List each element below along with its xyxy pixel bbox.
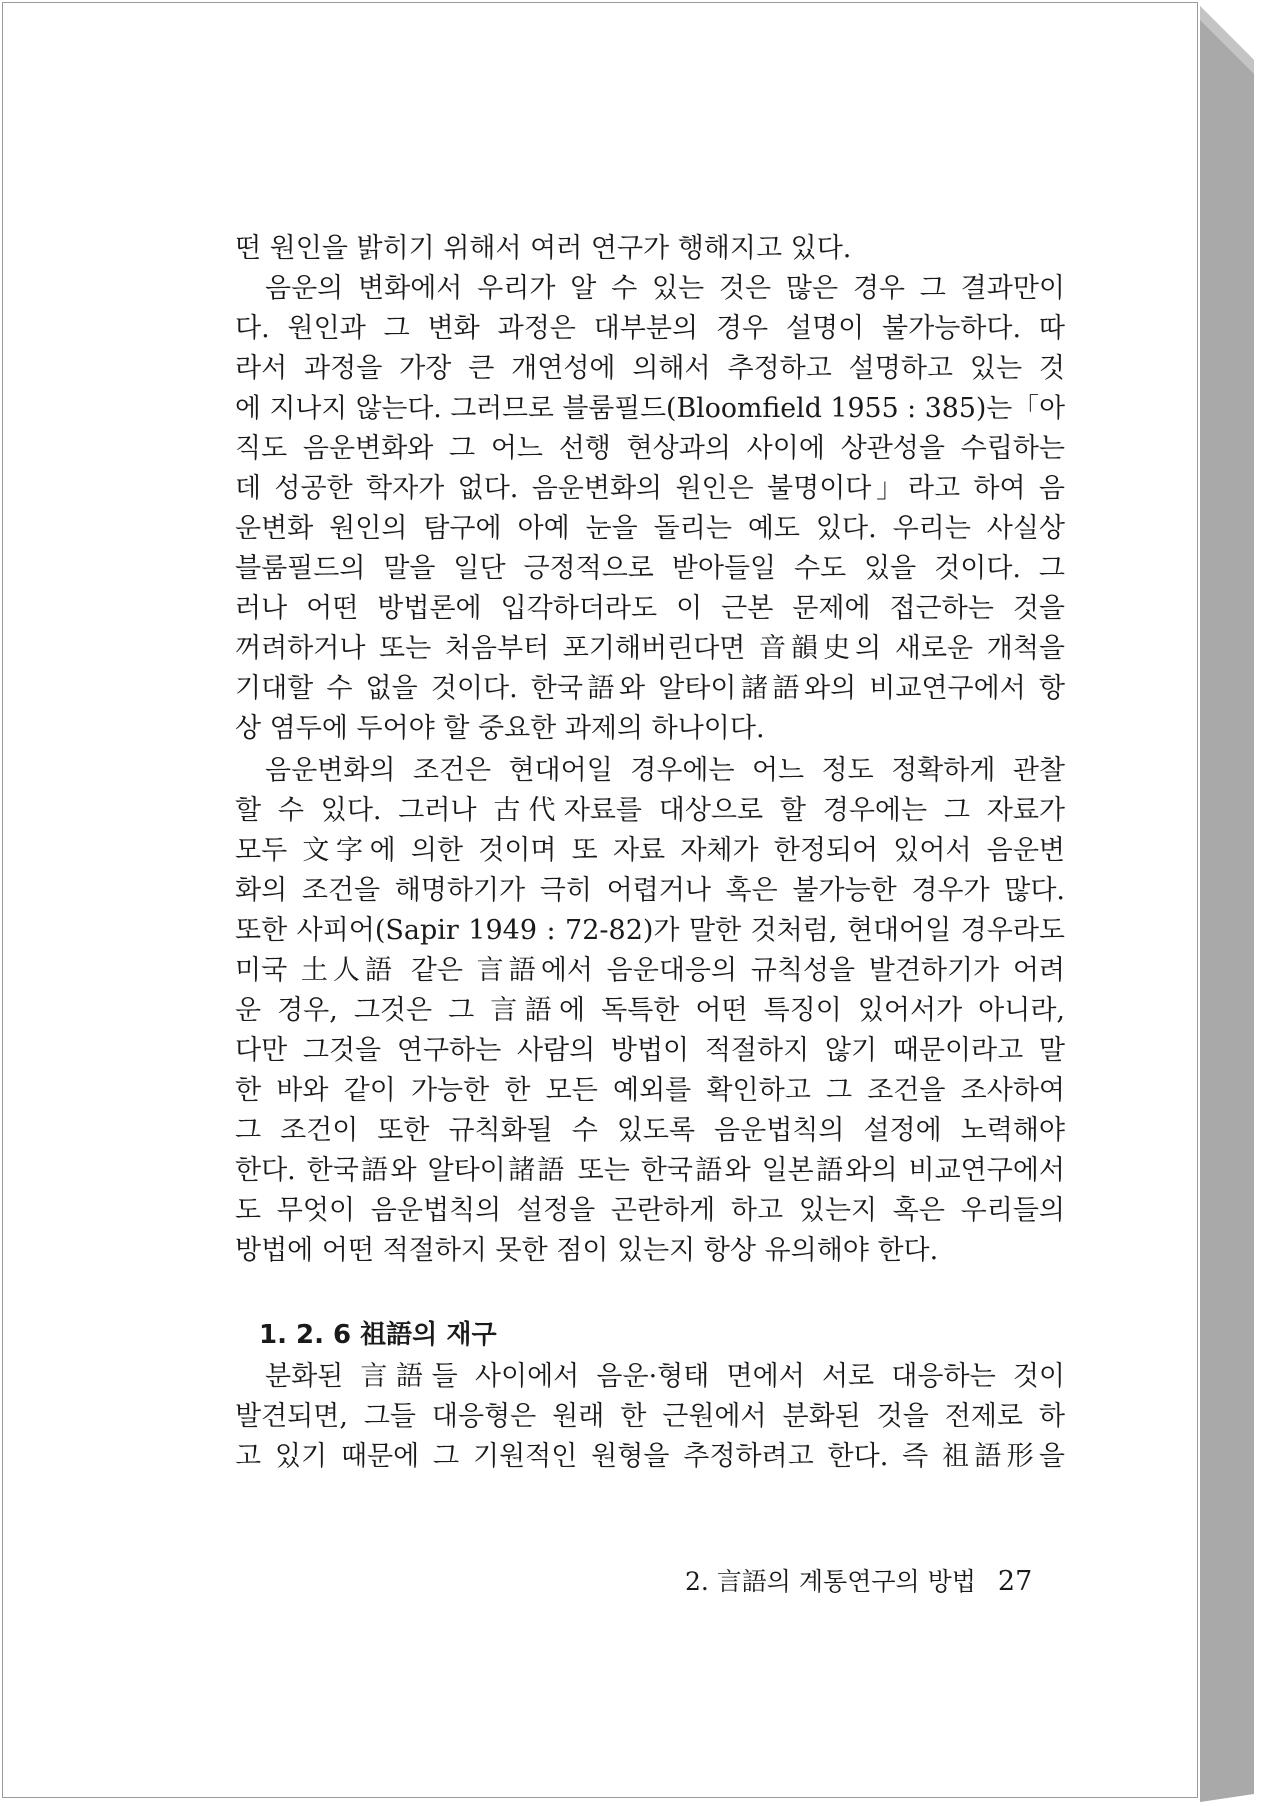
text-line: 떤 원인을 밝히기 위해서 여러 연구가 행해지고 있다. <box>235 233 852 264</box>
text-line: 도 무엇이 음운법칙의 설정을 곤란하게 하고 있는지 혹은 우리들의 <box>235 1195 1065 1226</box>
text-line: 미국 土人語 같은 言語에서 음운대응의 규칙성을 발견하기가 어려 <box>235 955 1065 986</box>
text-line: 할 수 있다. 그러나 古代자료를 대상으로 할 경우에는 그 자료가 <box>235 795 1065 826</box>
text-line: 다만 그것을 연구하는 사람의 방법이 적절하지 않기 때문이라고 말 <box>235 1035 1065 1066</box>
text-line: 기대할 수 없을 것이다. 한국語와 알타이諸語와의 비교연구에서 항 <box>235 673 1065 704</box>
text-line: 분화된 言語들 사이에서 음운·형태 면에서 서로 대응하는 것이 <box>265 1361 1065 1392</box>
text-line: 라서 과정을 가장 큰 개연성에 의해서 추정하고 설명하고 있는 것 <box>235 353 1065 384</box>
text-line: 러나 어떤 방법론에 입각하더라도 이 근본 문제에 접근하는 것을 <box>235 593 1065 624</box>
text-line: 블룸필드의 말을 일단 긍정적으로 받아들일 수도 있을 것이다. 그 <box>235 553 1065 584</box>
running-footer <box>685 1564 1032 1600</box>
text-line: 또한 사피어(Sapir 1949 : 72-82)가 말한 것처럼, 현대어일 경우라도 <box>235 915 1065 946</box>
text-line: 꺼려하거나 또는 처음부터 포기해버린다면 音韻史의 새로운 개척을 <box>235 633 1065 664</box>
text-line: 한다. 한국語와 알타이諸語 또는 한국語와 일본語와의 비교연구에서 <box>235 1155 1065 1186</box>
text-line: 모두 文字에 의한 것이며 또 자료 자체가 한정되어 있어서 음운변 <box>235 835 1065 866</box>
text-line: 음운변화의 조건은 현대어일 경우에는 어느 정도 정확하게 관찰 <box>265 755 1065 786</box>
running-title: 2. 言語의 계통연구의 방법 <box>685 1567 976 1596</box>
text-line: 방법에 어떤 적절하지 못한 점이 있는지 항상 유의해야 한다. <box>235 1235 939 1266</box>
text-line: 한 바와 같이 가능한 한 모든 예외를 확인하고 그 조건을 조사하여 <box>235 1075 1065 1106</box>
text-line: 발견되면, 그들 대응형은 원래 한 근원에서 분화된 것을 전제로 하 <box>235 1401 1065 1432</box>
text-line: 그 조건이 또한 규칙화될 수 있도록 음운법칙의 설정에 노력해야 <box>235 1115 1065 1146</box>
text-line: 고 있기 때문에 그 기원적인 원형을 추정하려고 한다. 즉 祖語形을 <box>235 1441 1065 1472</box>
page-number: 27 <box>997 1566 1033 1597</box>
section-heading: 1. 2. 6 祖語의 재구 <box>259 1320 497 1350</box>
text-line: 직도 음운변화와 그 어느 선행 현상과의 사이에 상관성을 수립하는 <box>235 433 1065 464</box>
text-line: 운변화 원인의 탐구에 아예 눈을 돌리는 예도 있다. 우리는 사실상 <box>235 513 1065 544</box>
text-line: 데 성공한 학자가 없다. 음운변화의 원인은 불명이다」라고 하여 음 <box>235 473 1065 504</box>
text-line: 운 경우, 그것은 그 言語에 독특한 어떤 특징이 있어서가 아니라, <box>235 995 1065 1026</box>
text-line: 음운의 변화에서 우리가 알 수 있는 것은 많은 경우 그 결과만이 <box>265 273 1065 304</box>
book-page <box>2 2 1198 1798</box>
text-line: 에 지나지 않는다. 그러므로 블룸필드(Bloomfield 1955 : 385)는「아 <box>235 393 1065 424</box>
text-line: 화의 조건을 해명하기가 극히 어렵거나 혹은 불가능한 경우가 많다. <box>235 875 1065 906</box>
text-line: 상 염두에 두어야 할 중요한 과제의 하나이다. <box>235 713 765 744</box>
text-line: 다. 원인과 그 변화 과정은 대부분의 경우 설명이 불가능하다. 따 <box>235 313 1065 344</box>
